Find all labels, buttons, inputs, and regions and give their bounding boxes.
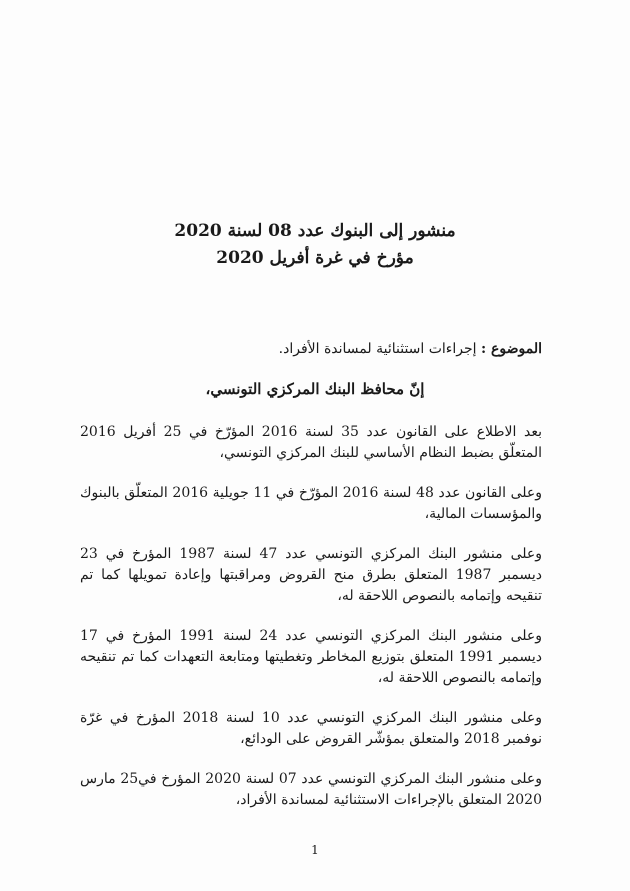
subject-text: إجراءات استثنائية لمساندة الأفراد. [278, 341, 481, 357]
subject-label: الموضوع : [481, 341, 542, 357]
page-number: 1 [311, 843, 319, 857]
subject-line [82, 338, 542, 360]
document-title [0, 218, 630, 272]
addressee-heading: إنّ محافظ البنك المركزي التونسي، [205, 380, 425, 398]
paragraph: وعلى منشور البنك المركزي التونسي عدد 47 لسنة 1987 المؤرخ في 23 ديسمبر 1987 المتعلق بطرق منح القروض ومراقبتها وإعادة تمويلها كما تم تنقيحه وإتمامه بالنصوص اللاحقة له، [80, 546, 543, 604]
paragraph: وعلى القانون عدد 48 لسنة 2016 المؤرّخ في 11 جويلية 2016 المتعلّق بالبنوك والمؤسسات المالية، [80, 485, 542, 522]
title-line-2: مؤرخ في غرة أفريل 2020 [216, 248, 414, 268]
paragraph: وعلى منشور البنك المركزي التونسي عدد 24 لسنة 1991 المؤرخ في 17 ديسمبر 1991 المتعلق بتوزيع المخاطر وتغطيتها ومتابعة التعهدات كما تم تنقيحه وإتمامه بالنصوص اللاحقة له، [80, 628, 543, 686]
title-line-1: منشور إلى البنوك عدد 08 لسنة 2020 [174, 221, 456, 241]
paragraph: وعلى منشور البنك المركزي التونسي عدد 10 لسنة 2018 المؤرخ في غرّة نوفمبر 2018 والمتعلق بمؤشّر القروض على الودائع، [80, 710, 543, 747]
document-body [80, 422, 542, 830]
paragraph: وعلى منشور البنك المركزي التونسي عدد 07 لسنة 2020 المؤرخ في25 مارس 2020 المتعلق بالإجراءات الاستثنائية لمساندة الأفراد، [80, 771, 542, 808]
paragraph: بعد الاطلاع على القانون عدد 35 لسنة 2016 المؤرّخ في 25 أفريل 2016 المتعلّق بضبط النظام الأساسي للبنك المركزي التونسي، [80, 424, 542, 461]
